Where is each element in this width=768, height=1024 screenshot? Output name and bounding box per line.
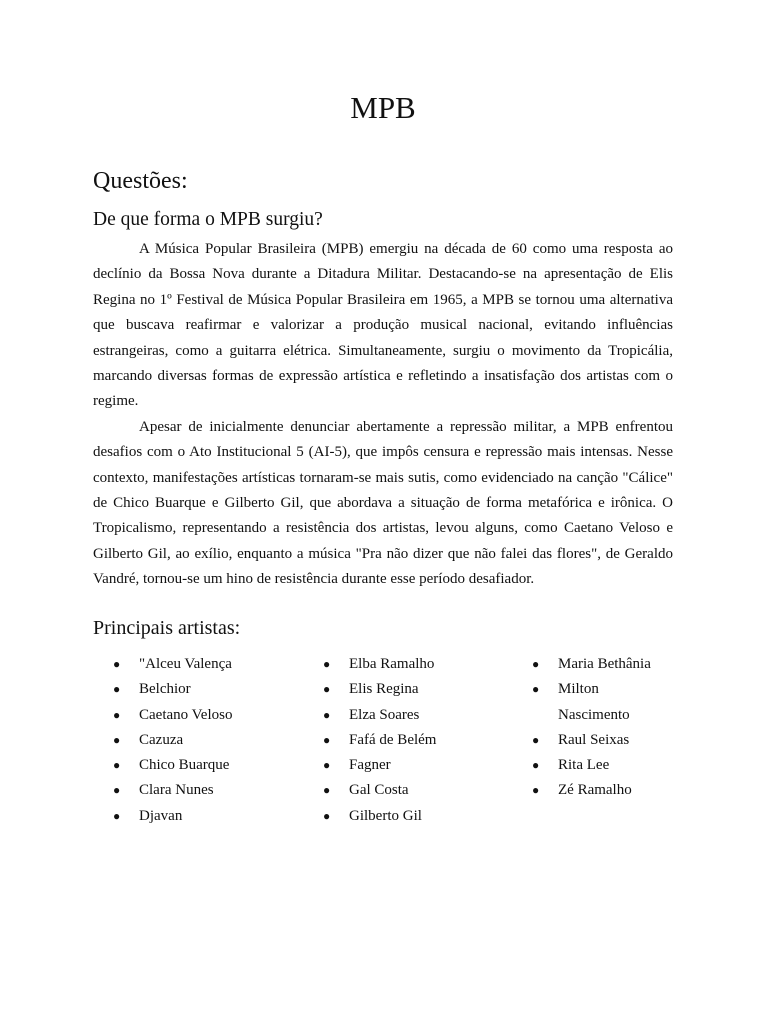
list-item: ● Fafá de Belém — [303, 728, 503, 753]
list-item: ● Belchior — [93, 677, 293, 702]
list-item: ● Caetano Veloso — [93, 703, 293, 728]
list-item: ● Elba Ramalho — [303, 652, 503, 677]
list-item: ● Zé Ramalho — [512, 778, 652, 803]
artists-column-3 — [512, 652, 652, 804]
list-item: ● Raul Seixas — [512, 728, 652, 753]
list-item: ● "Alceu Valença — [93, 652, 293, 677]
list-item: ● Gal Costa — [303, 778, 503, 803]
question-heading: De que forma o MPB surgiu? — [93, 209, 323, 230]
section-heading-questions: Questões: — [93, 168, 188, 194]
artists-column-2 — [303, 652, 503, 829]
list-item: ● Maria Bethânia — [512, 652, 652, 677]
answer-text — [93, 237, 673, 593]
list-item: ● Fagner — [303, 753, 503, 778]
paragraph: A Música Popular Brasileira (MPB) emergiu na década de 60 como uma resposta ao declínio da Bossa Nova durante a Ditadura Militar. Destacando-se na apresentação de Elis Regina no 1º Festival de Música Popular Brasileira em 1965, a MPB se tornou uma alternativa que buscava reafirmar e valorizar a produção musical nacional, evitando influências estrangeiras, como a guitarra elétrica. Simultaneamente, surgiu o movimento da Tropicália, marcando diversas formas de expressão artística e refletindo a insatisfação dos artistas com o regime. — [93, 241, 673, 410]
document-title: MPB — [350, 90, 416, 125]
list-item: ● Elis Regina — [303, 677, 503, 702]
artists-column-1 — [93, 652, 293, 829]
list-item: ● Milton Nascimento — [512, 677, 638, 728]
list-item: ● Djavan — [93, 804, 293, 829]
list-item: ● Elza Soares — [303, 703, 503, 728]
paragraph: Apesar de inicialmente denunciar abertamente a repressão militar, a MPB enfrentou desafios com o Ato Institucional 5 (AI-5), que impôs censura e repressão mais intensas. Nesse contexto, manifestações artísticas tornaram-se mais sutis, como evidenciado na canção "Cálice" de Chico Buarque e Gilberto Gil, que abordava a situação de forma metafórica e irônica. O Tropicalismo, representando a resistência dos artistas, levou alguns, como Caetano Veloso e Gilberto Gil, ao exílio, enquanto a música "Pra não dizer que não falei das flores", de Geraldo Vandré, tornou-se um hino de resistência durante esse período desafiador. — [93, 418, 673, 588]
list-item: ● Clara Nunes — [93, 778, 293, 803]
list-item: ● Gilberto Gil — [303, 804, 503, 829]
list-item: ● Chico Buarque — [93, 753, 293, 778]
list-item: ● Rita Lee — [512, 753, 652, 778]
list-item: ● Cazuza — [93, 728, 293, 753]
artists-heading: Principais artistas: — [93, 617, 241, 639]
